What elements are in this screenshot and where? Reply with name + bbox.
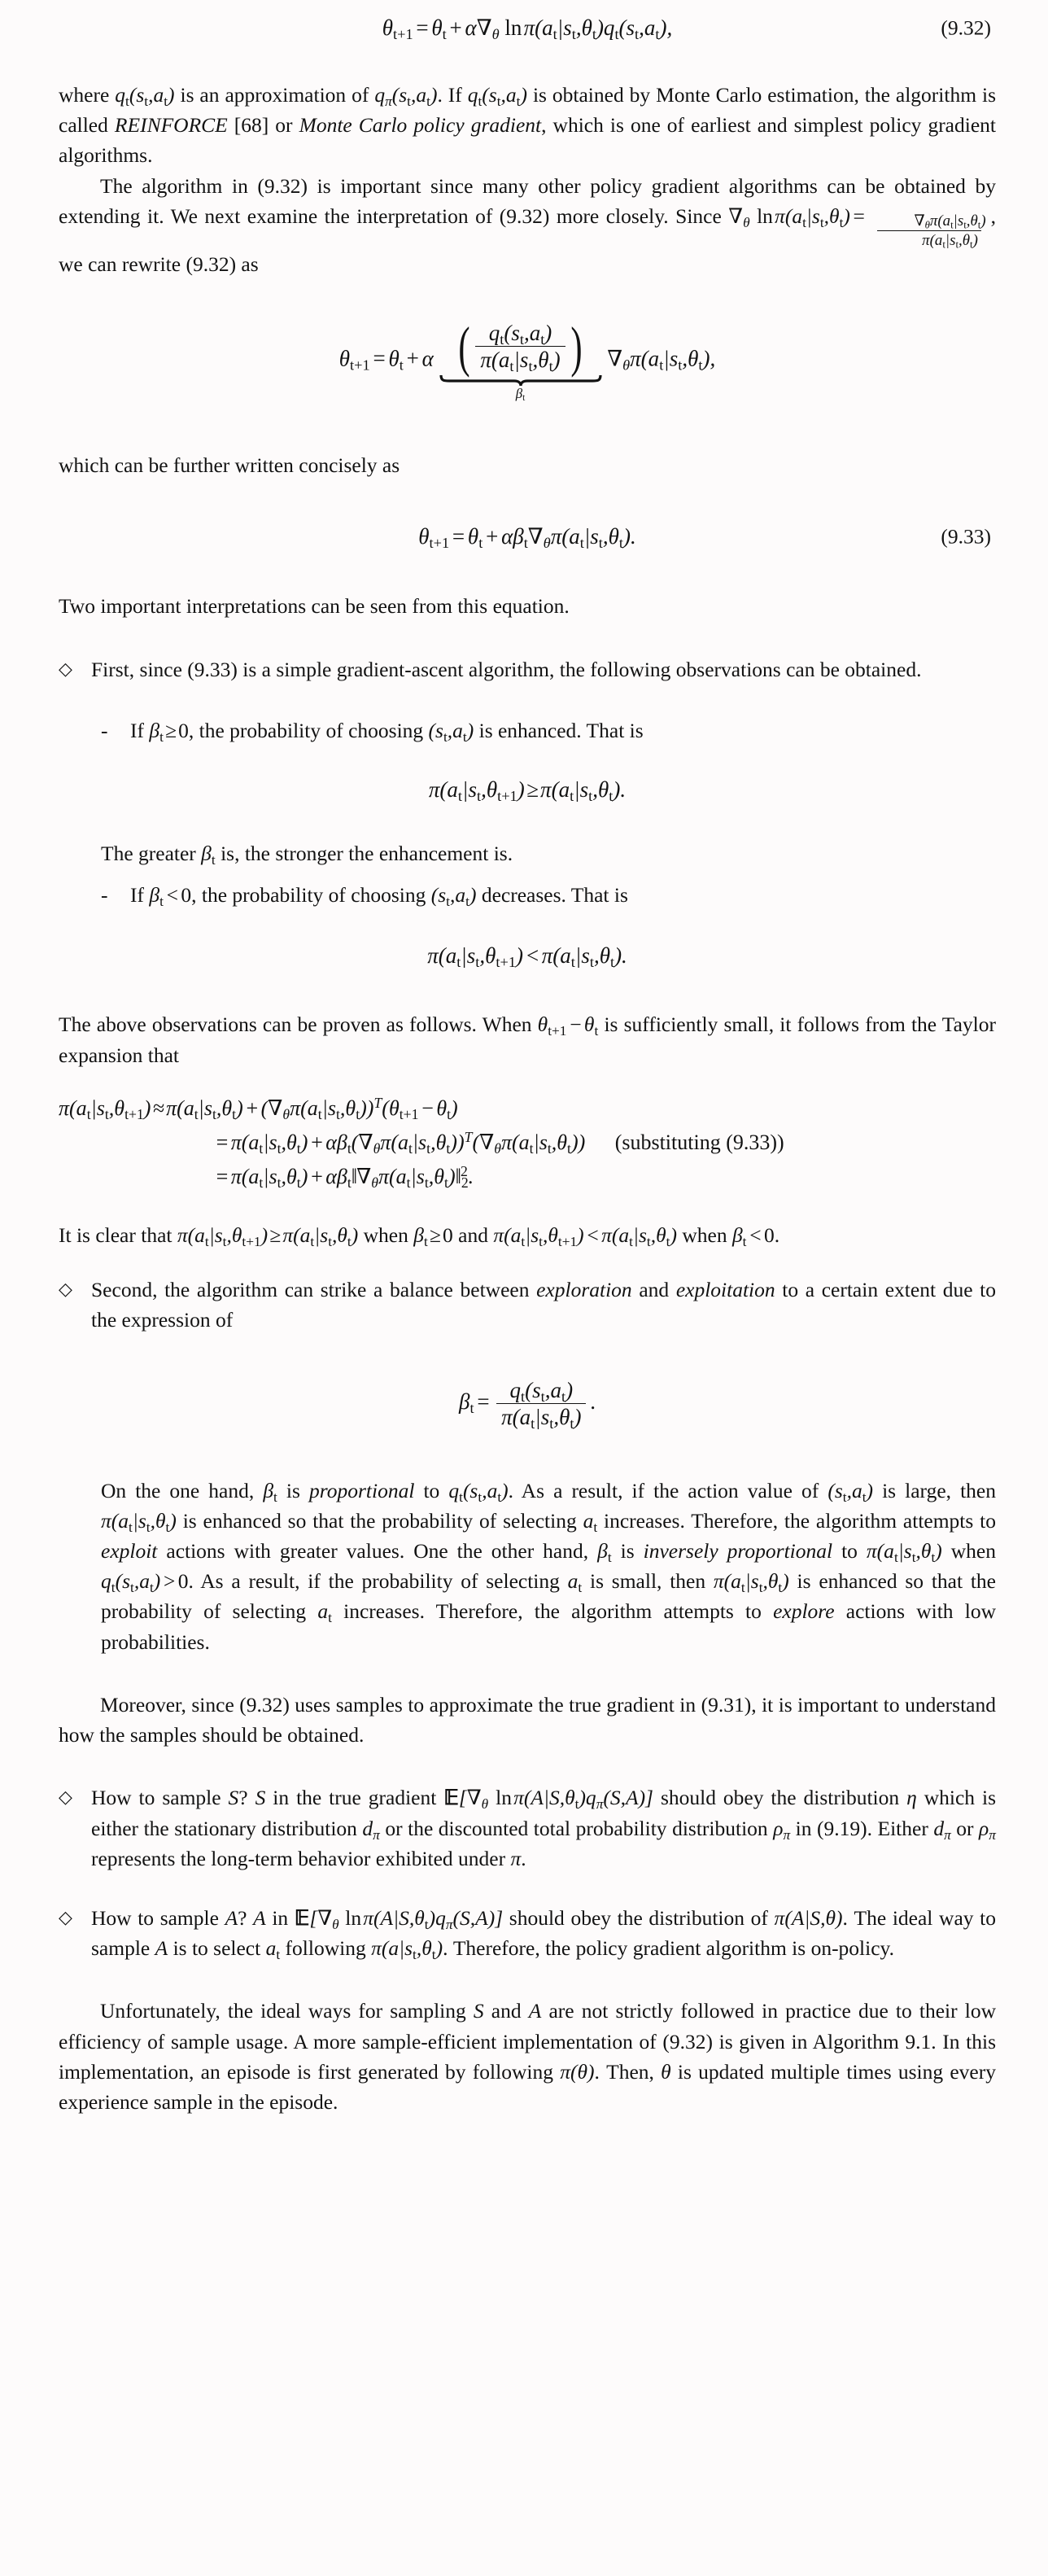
text-run: to <box>832 1539 867 1564</box>
equation-taylor-expansion <box>59 1094 996 1191</box>
taylor-line-2 <box>59 1128 996 1157</box>
text-run: actions with low probabilities. <box>101 1599 996 1654</box>
equation-rewritten-beta <box>59 307 996 414</box>
text-run: when <box>358 1222 414 1247</box>
equation-number-9-32: (9.32) <box>941 15 991 40</box>
text-run: and <box>631 1278 676 1302</box>
text-run: increases. Therefore, the algorithm attempts to <box>597 1508 996 1533</box>
term-reinforce: REINFORCE <box>114 113 228 138</box>
taylor-line-3 <box>59 1162 996 1191</box>
text-run: How to sample <box>91 1786 229 1810</box>
text-run: actions with greater values. One the other hand, <box>157 1539 598 1564</box>
text-run: increases. Therefore, the algorithm attempts to <box>331 1599 774 1624</box>
diamond-bullet-icon: ◇ <box>59 1787 72 1808</box>
text-run: , the probability of choosing <box>191 883 431 908</box>
underbrace-group-beta: ( $\frac{q_t(s_t,a_t)}{\pi(a_t|s_t,\theta_t)}$ ) $\beta_t$ <box>439 321 602 400</box>
bullet-body <box>91 654 996 684</box>
equation-9-32 <box>59 5 996 50</box>
dash-bullet-icon: - <box>101 883 108 908</box>
text-run: or <box>950 1816 980 1840</box>
text-run: in <box>265 1905 295 1930</box>
text-run: . The ideal way to sample <box>91 1905 996 1961</box>
text-run: , we can rewrite (9.32) as <box>59 203 997 276</box>
text-run: and <box>483 1999 529 2023</box>
text-run: . <box>521 1846 526 1870</box>
term-inversely-proportional: inversely proportional <box>643 1539 833 1564</box>
text-run: ? <box>238 1905 254 1930</box>
page-body-column <box>36 5 1012 2117</box>
text-run: in the true gradient <box>265 1786 444 1810</box>
term-monte-carlo-policy-gradient: Monte Carlo policy gradient <box>299 113 542 138</box>
equation-9-32-body: $\theta_{t+1} = \theta_t + \alpha\nabla_\theta$ ln $\pi(a_t|s_t,\theta_t)q_t(s_t,a_t)$, <box>382 15 673 42</box>
paragraph-it-is-clear: It is clear that $\pi(a_t|s_t,\theta_{t+1})$ ≥ $\pi(a_t|s_t,\theta_t)$ when $\beta_t$ ≥ 0 and $\pi(a_t|s_t,\theta_{t+1})$ < $\pi(a_t|s_t,\theta_t)$ when $\beta_t$ < 0. <box>59 1222 780 1249</box>
text-run: when <box>676 1222 732 1247</box>
text-run: is updated multiple times using every experience sample in the episode. <box>59 2059 996 2115</box>
text-run: are not strictly followed in practice due to their low efficiency of sample usage. A more sample-efficient implementation of (9.32) is given in Algorithm 9.1. In this implementation, an episode is first generated by following <box>59 1999 996 2084</box>
nested-sub-items <box>59 715 996 1250</box>
text-run: The algorithm in (9.32) is important since many other policy gradient algorithms can be obtained by extending it. We next examine the interpretation of (9.32) more closely. Since <box>59 173 996 228</box>
equation-number-9-33: (9.33) <box>941 524 991 549</box>
text-run: to a certain extent due to the expression of <box>91 1278 996 1332</box>
text-run: . As a result, if the probability of selecting <box>188 1569 568 1594</box>
taylor-line-1 <box>59 1094 996 1122</box>
paragraph-unfortunately: Unfortunately, the ideal ways for sampling S and A are not strictly followed in practice due to their low efficiency of sample usage. A more sample-efficient implementation of (9.32) is given in Algorithm 9.1. In this implementation, an episode is first generated by following π(θ). Then, θ is updated multiple times using every experience sample in the episode. <box>59 1999 996 2115</box>
text-run: ? <box>238 1786 255 1810</box>
diamond-bullet-icon: ◇ <box>59 1906 72 1927</box>
diamond-bullet-icon: ◇ <box>59 1279 72 1300</box>
text-run: is an approximation of <box>174 83 375 107</box>
text-run: is enhanced. That is <box>474 718 644 742</box>
term-proportional: proportional <box>309 1478 415 1502</box>
text-run: is obtained by Monte Carlo estimation, the algorithm is called <box>59 83 996 138</box>
term-exploration: exploration <box>536 1278 632 1302</box>
text-run: If <box>130 718 150 742</box>
term-exploit: exploit <box>101 1539 158 1564</box>
sub-item-body: If $\beta_t$ ≥ 0, the probability of choosing $(s_t,a_t)$ is enhanced. That is <box>130 718 644 745</box>
right-paren: ) <box>570 315 583 378</box>
paragraph-two-interpretations <box>59 591 996 621</box>
bullet-body <box>91 1275 996 1335</box>
text-run: when <box>941 1539 996 1564</box>
nested-paragraph-block <box>101 1476 996 1657</box>
text-run: If <box>130 883 150 908</box>
text-run: in (9.19). Either <box>790 1816 934 1840</box>
text-run: Second, the algorithm can strike a balance between <box>91 1278 537 1302</box>
paragraph-moreover-samples <box>59 1690 996 1750</box>
text-run: . Therefore, the policy gradient algorithm is on-policy. <box>443 1936 895 1961</box>
text-run: decreases. That is <box>476 883 628 908</box>
text-run: Moreover, since (9.32) uses samples to approximate the true gradient in (9.31), it is important to understand how the samples should be obtained. <box>59 1692 996 1747</box>
text-run: Unfortunately, the ideal ways for sampling <box>100 1999 474 2023</box>
text-run: or the discounted total probability distribution <box>379 1816 774 1840</box>
underbrace-label: $\beta_t$ <box>515 385 526 403</box>
taylor-line-2-body: = $\pi(a_t|s_t,\theta_t)$ + $\alpha\beta_t(\nabla_\theta\pi(a_t|s_t,\theta_t))^T(\nabla_\theta\pi(a_t|s_t,\theta_t))$ <box>215 1128 586 1157</box>
equation-pi-geq <box>59 768 996 811</box>
equation-9-33 <box>59 514 996 558</box>
bullet-item-second-interpretation <box>59 1275 996 1335</box>
left-paren: ( <box>458 315 470 378</box>
text-run: should obey the distribution <box>653 1786 907 1810</box>
taylor-line-2-note: (substituting (9.33)) <box>614 1130 784 1154</box>
text-run: is sufficiently small, it follows from the Taylor expansion that <box>59 1012 996 1067</box>
equation-pi-geq-body: $\pi(a_t|s_t,\theta_{t+1})$ ≥ $\pi(a_t|s_t,\theta_t)$. <box>428 776 627 804</box>
bullet-body: How to sample S? S in the true gradient $𝔼[\nabla_\theta$ ln $\pi(A|S,\theta_t)q_\pi(S,A)$] should obey the distribution η which is either the stationary distribution $d_\pi$ or the discounted total probability distribution $\rho_\pi$ in (9.19). Either $d_\pi$ or $\rho_\pi$ represents the long-term behavior exhibited under π. <box>91 1786 997 1870</box>
text-run: First, since (9.33) is a simple gradient-ascent algorithm, the following observations can be obtained. <box>91 657 922 681</box>
underbrace-icon <box>439 374 602 387</box>
text-run: following <box>280 1936 372 1961</box>
equation-beta-definition-body: $\beta_t$ = $\frac{q_t(s_t,a_t)}{\pi(a_t|s_t,\theta_t)}$ . <box>459 1377 596 1432</box>
term-exploitation: exploitation <box>675 1278 775 1302</box>
equation-pi-lt <box>59 934 996 977</box>
equation-9-33-body: $\theta_{t+1} = \theta_t + \alpha\beta_t\nabla_\theta\pi(a_t|s_t,\theta_t)$. <box>418 523 636 552</box>
paragraph-taylor-intro: The above observations can be proven as follows. When $\theta_{t+1}$ − $\theta_t$ is sufficiently small, it follows from the Taylor expansion that <box>59 1012 996 1067</box>
bullet-item-how-to-sample-a <box>59 1903 996 1963</box>
text-run: is large, then <box>873 1478 996 1502</box>
text-run: . Then, <box>594 2059 662 2084</box>
paragraph-algorithm-importance: The algorithm in (9.32) is important since many other policy gradient algorithms can be obtained by extending it. We next examine the interpretation of (9.32) more closely. Since $\nabla_\theta$ ln $\pi(a_t|s_t,\theta_t)$ = $\frac{\nabla_\theta\pi(a_t|s_t,\theta_t)}{\pi(a_t|s_t,\theta_t)}$ , we can rewrite (9.32) as <box>59 173 997 276</box>
paragraph-further-written <box>59 450 996 480</box>
text-run: is <box>611 1539 644 1564</box>
text-run: . As a result, if the action value of <box>508 1478 828 1502</box>
text-run: is, the stronger the enhancement is. <box>215 842 513 866</box>
text-run: is small, then <box>582 1569 714 1594</box>
text-run: should obey the distribution of <box>503 1905 775 1930</box>
taylor-line-3-body: = $\pi(a_t|s_t,\theta_t)$ + $\alpha\beta_t‖\nabla_\theta\pi(a_t|s_t,\theta_t)‖^2_2$. <box>215 1162 474 1191</box>
text-run: The greater <box>101 842 202 866</box>
text-run: The above observations can be proven as follows. When <box>59 1012 538 1037</box>
equation-rewritten-body: $\theta_{t+1} = \theta_t + \alpha$ ( $\frac{q_t(s_t,a_t)}{\pi(a_t|s_t,\theta_t)}$ ) $\beta_t$ $\nabla_\theta\pi(a_t|s_t,\theta_t)$, <box>338 315 716 403</box>
paragraph-greater-beta: The greater $\beta_t$ is, the stronger the enhancement is. <box>101 842 513 868</box>
text-run: which can be further written concisely as <box>59 453 400 478</box>
text-run: Two important interpretations can be seen from this equation. <box>59 594 570 619</box>
text-run: On the one hand, <box>101 1478 264 1502</box>
text-run: and <box>452 1222 494 1247</box>
text-run: to <box>414 1478 449 1502</box>
text-run: is <box>277 1478 309 1502</box>
text-run: . If <box>437 83 468 107</box>
sub-item-beta-geq-zero <box>101 715 996 746</box>
bullet-item-how-to-sample-s <box>59 1782 996 1874</box>
text-run: represents the long-term behavior exhibited under <box>91 1846 511 1870</box>
text-run: is enhanced so that the probability of selecting <box>176 1508 583 1533</box>
text-run: is to select <box>168 1936 266 1961</box>
text-run: [68] or <box>227 113 299 138</box>
text-run: . <box>774 1222 780 1247</box>
bullet-body: How to sample A? A in $𝔼[\nabla_\theta$ ln $\pi(A|S,\theta_t)q_\pi(S,A)$] should obey the distribution of π(A|S,θ). The ideal way to sample A is to select $a_t$ following $\pi(a|s_t,\theta_t)$. Therefore, the policy gradient algorithm is on-policy. <box>91 1905 996 1963</box>
equation-pi-lt-body: $\pi(a_t|s_t,\theta_{t+1})$ < $\pi(a_t|s_t,\theta_t)$. <box>427 942 627 971</box>
sub-item-beta-lt-zero <box>101 880 996 910</box>
paragraph-on-one-hand: On the one hand, $\beta_t$ is proportional to $q_t(s_t,a_t)$. As a result, if the action value of $(s_t,a_t)$ is large, then $\pi(a_t|s_t,\theta_t)$ is enhanced so that the probability of selecting $a_t$ increases. Therefore, the algorithm attempts to exploit actions with greater values. One the other hand, $\beta_t$ is inversely proportional to $\pi(a_t|s_t,\theta_t)$ when $q_t(s_t,a_t)$ > 0. As a result, if the probability of selecting $a_t$ is small, then $\pi(a_t|s_t,\theta_t)$ is enhanced so that the probability of selecting $a_t$ increases. Therefore, the algorithm attempts to explore actions with low probabilities. <box>101 1478 996 1654</box>
equation-beta-definition <box>59 1365 996 1443</box>
paragraph-where-qt: where $q_t(s_t,a_t)$ is an approximation of $q_\pi(s_t,a_t)$. If $q_t(s_t,a_t)$ is obtained by Monte Carlo estimation, the algorithm is called REINFORCE [68] or Monte Carlo policy gradient, which is one of earliest and simplest policy gradient algorithms. <box>59 83 996 168</box>
text-run: , the probability of choosing <box>188 718 429 742</box>
diamond-bullet-icon: ◇ <box>59 658 72 679</box>
term-explore: explore <box>773 1599 835 1624</box>
document-page <box>0 5 1048 2117</box>
sub-item-body: If $\beta_t$ < 0, the probability of choosing $(s_t,a_t)$ decreases. That is <box>130 883 628 910</box>
text-run: where <box>59 83 116 107</box>
bullet-item-first-interpretation <box>59 654 996 684</box>
text-run: How to sample <box>91 1905 225 1930</box>
text-run: is enhanced so that the probability of selecting <box>101 1569 996 1624</box>
text-run: which is either the stationary distribution <box>91 1786 997 1840</box>
text-run: , which is one of earliest and simplest policy gradient algorithms. <box>59 113 996 168</box>
dash-bullet-icon: - <box>101 718 108 742</box>
taylor-line-1-body: $\pi(a_t|s_t,\theta_{t+1})$ ≈ $\pi(a_t|s_t,\theta_t)$ + $(\nabla_\theta\pi(a_t|s_t,\theta_t))^T(\theta_{t+1}$ − $\theta_t$) <box>59 1094 458 1122</box>
text-run: It is clear that <box>59 1222 177 1247</box>
